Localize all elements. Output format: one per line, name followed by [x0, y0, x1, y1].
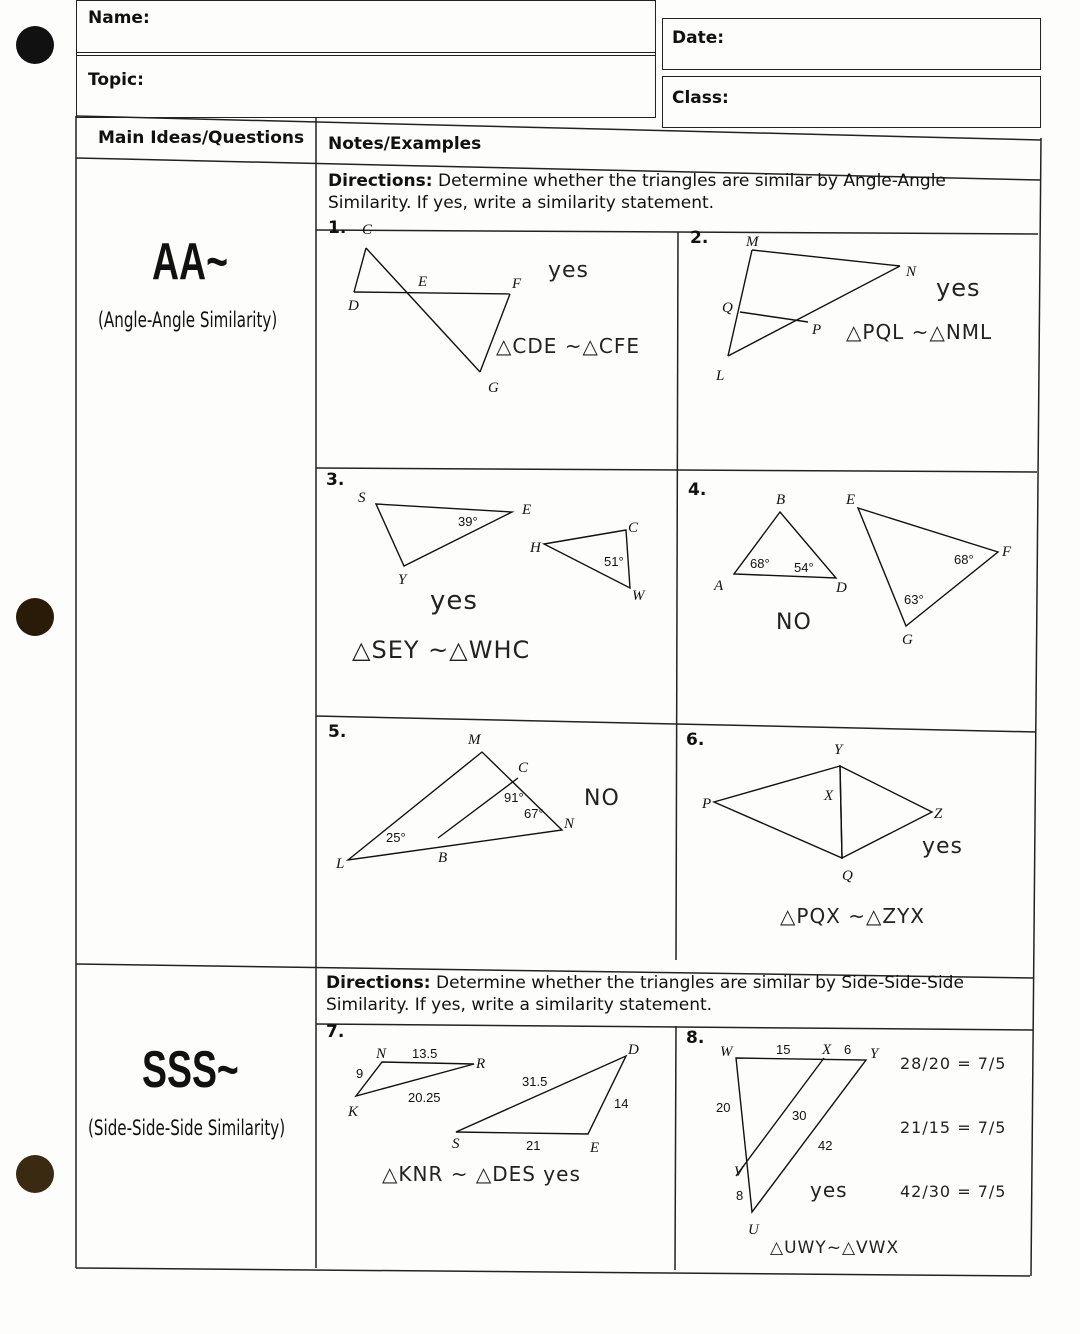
svg-text:Q: Q: [722, 300, 733, 316]
svg-text:Q: Q: [842, 868, 853, 884]
svg-text:X: X: [822, 1042, 832, 1058]
svg-text:68°: 68°: [750, 556, 770, 571]
svg-text:M: M: [468, 732, 481, 748]
main-ideas-header: Main Ideas/Questions: [98, 128, 305, 148]
sss-directions-label: Directions:: [326, 973, 431, 993]
svg-text:R: R: [476, 1056, 486, 1072]
svg-text:E: E: [418, 274, 428, 290]
svg-text:G: G: [902, 632, 913, 648]
svg-text:42: 42: [818, 1138, 833, 1153]
svg-text:H: H: [530, 540, 541, 556]
svg-text:14: 14: [614, 1096, 629, 1111]
figure-1: [354, 248, 510, 372]
svg-text:X: X: [824, 788, 834, 804]
svg-text:91°: 91°: [504, 790, 524, 805]
svg-text:M: M: [746, 234, 759, 250]
problem-3-number: 3.: [326, 470, 345, 490]
sss-directions-text: Determine whether the triangles are similar by Side-Side-Side Similarity. If yes, write a similarity statement.: [326, 973, 964, 1015]
statement-7: △KNR ~ △DES yes: [382, 1162, 581, 1186]
svg-text:D: D: [628, 1042, 639, 1058]
svg-text:E: E: [846, 492, 856, 508]
svg-text:C: C: [362, 222, 373, 238]
svg-text:30: 30: [792, 1108, 807, 1123]
svg-text:20: 20: [716, 1100, 731, 1115]
svg-text:E: E: [590, 1140, 600, 1156]
svg-text:W: W: [720, 1044, 733, 1060]
notes-header: Notes/Examples: [328, 134, 482, 154]
svg-text:Y: Y: [834, 742, 843, 758]
svg-text:P: P: [702, 796, 712, 812]
svg-text:67°: 67°: [524, 806, 544, 821]
sss-title: SSS~: [142, 1041, 239, 1099]
statement-8: △UWY~△VWX: [770, 1238, 900, 1258]
answer-5: NO: [584, 786, 620, 811]
answer-2: yes: [936, 274, 981, 302]
problem-6-number: 6.: [686, 730, 705, 750]
svg-text:S: S: [358, 490, 366, 506]
svg-text:K: K: [348, 1104, 359, 1120]
svg-text:D: D: [836, 580, 847, 596]
statement-2: △PQL ~△NML: [846, 320, 993, 344]
svg-text:Y: Y: [870, 1046, 879, 1062]
svg-text:L: L: [716, 368, 725, 384]
svg-text:U: U: [748, 1222, 759, 1238]
svg-text:N: N: [906, 264, 917, 280]
svg-text:P: P: [812, 322, 822, 338]
svg-text:54°: 54°: [794, 560, 814, 575]
answer-8: yes: [810, 1178, 848, 1202]
svg-text:D: D: [348, 298, 359, 314]
svg-text:B: B: [438, 850, 448, 866]
topic-label: Topic:: [88, 70, 144, 90]
svg-text:9: 9: [356, 1066, 364, 1081]
svg-text:E: E: [522, 502, 532, 518]
svg-text:F: F: [1002, 544, 1012, 560]
answer-4: NO: [776, 610, 812, 635]
svg-text:39°: 39°: [458, 514, 478, 529]
figure-7: [356, 1056, 629, 1134]
aa-title: AA~: [152, 233, 228, 291]
svg-text:51°: 51°: [604, 554, 624, 569]
svg-text:21: 21: [526, 1138, 541, 1153]
aa-directions-text: Determine whether the triangles are similar by Angle-Angle Similarity. If yes, write a similarity statement.: [328, 171, 946, 213]
problem-5-number: 5.: [328, 722, 347, 742]
problem-7-number: 7.: [326, 1022, 345, 1042]
svg-text:L: L: [336, 856, 345, 872]
svg-text:6: 6: [844, 1042, 852, 1057]
svg-text:Y: Y: [398, 572, 407, 588]
svg-text:15: 15: [776, 1042, 791, 1057]
p8-work-2: 21/15 = 7/5: [900, 1118, 1007, 1137]
svg-text:C: C: [628, 520, 639, 536]
svg-text:B: B: [776, 492, 786, 508]
answer-1: yes: [548, 258, 590, 283]
svg-text:68°: 68°: [954, 552, 974, 567]
svg-text:F: F: [512, 276, 522, 292]
date-label: Date:: [672, 28, 725, 48]
problem-4-number: 4.: [688, 480, 707, 500]
answer-6: yes: [922, 834, 964, 859]
statement-6: △PQX ~△ZYX: [780, 904, 925, 928]
statement-3: △SEY ~△WHC: [352, 636, 531, 664]
figure-4: [734, 508, 998, 626]
p8-work-1: 28/20 = 7/5: [900, 1054, 1007, 1073]
aa-directions-label: Directions:: [328, 171, 433, 191]
svg-text:13.5: 13.5: [412, 1046, 438, 1061]
svg-text:W: W: [632, 588, 645, 604]
problem-2-number: 2.: [690, 228, 709, 248]
figure-3: [376, 504, 630, 588]
answer-3: yes: [430, 586, 478, 616]
problem-8-number: 8.: [686, 1028, 705, 1048]
svg-text:N: N: [376, 1046, 387, 1062]
svg-text:V: V: [734, 1164, 744, 1180]
svg-text:G: G: [488, 380, 499, 396]
svg-text:31.5: 31.5: [522, 1074, 548, 1089]
svg-text:Z: Z: [934, 806, 943, 822]
svg-text:63°: 63°: [904, 592, 924, 607]
aa-subtitle: (Angle-Angle Similarity): [98, 308, 278, 332]
statement-1: △CDE ~△CFE: [496, 334, 640, 358]
svg-text:N: N: [564, 816, 575, 832]
problem-1-number: 1.: [328, 218, 347, 238]
svg-text:A: A: [714, 578, 724, 594]
p8-work-3: 42/30 = 7/5: [900, 1182, 1007, 1201]
svg-text:20.25: 20.25: [408, 1090, 441, 1105]
sss-subtitle: (Side-Side-Side Similarity): [88, 1116, 286, 1140]
figure-6: [714, 766, 932, 858]
name-label: Name:: [88, 8, 150, 28]
svg-text:S: S: [452, 1136, 460, 1152]
svg-text:C: C: [518, 760, 529, 776]
svg-text:25°: 25°: [386, 830, 406, 845]
class-label: Class:: [672, 88, 729, 108]
svg-text:8: 8: [736, 1188, 744, 1203]
